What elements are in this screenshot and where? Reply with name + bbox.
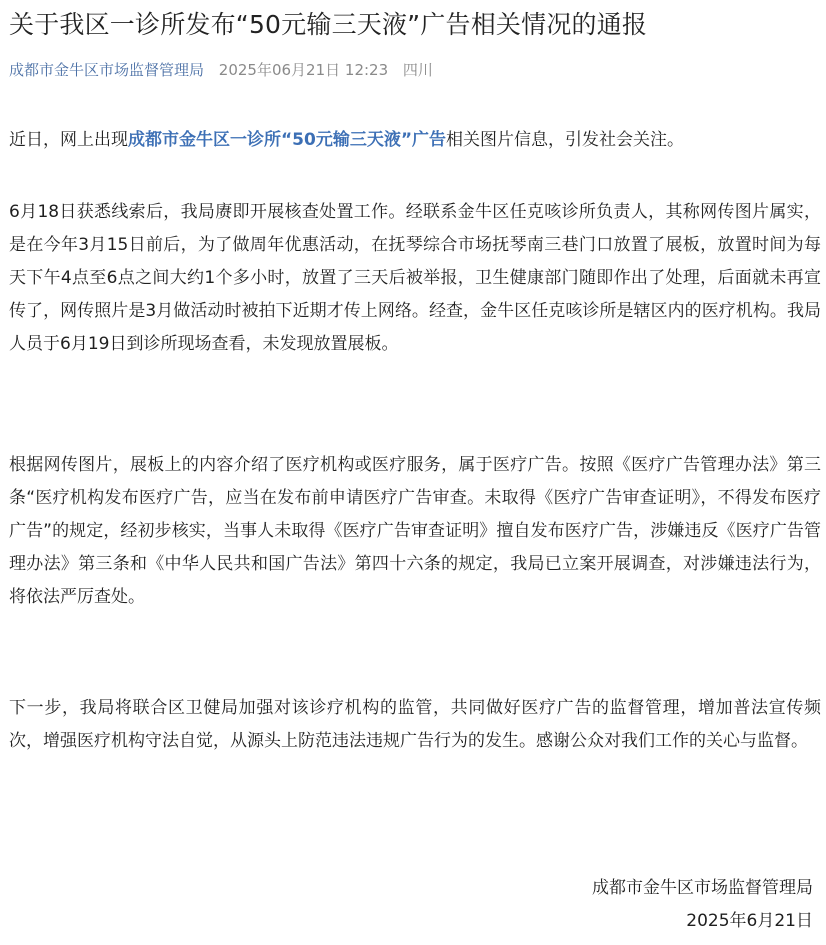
location-label: 四川: [402, 61, 433, 79]
article-meta: [9, 58, 821, 82]
article-title: 关于我区一诊所发布“50元输三天液”广告相关情况的通报: [9, 10, 648, 39]
paragraph-1: [9, 124, 821, 157]
article: [9, 0, 821, 931]
paragraph-2: 6月18日获悉线索后，我局赓即开展核查处置工作。经联系金牛区任克咳诊所负责人，其称网传图片属实，是在今年3月15日前后，为了做周年优惠活动，在抚琴综合市场抚琴南三巷门口放置了展板，放置时间为每天下午4点至6点之间大约1个多小时，放置了三天后被举报，卫生健康部门随即作出了处理，后面就未再宣传了，网传照片是3月做活动时被拍下近期才传上网络。经查，金牛区任克咳诊所是辖区内的医疗机构。我局人员于6月19日到诊所现场查看，未发现放置展板。: [9, 202, 821, 354]
signature-date: 2025年6月21日: [686, 911, 813, 931]
signature-organization: 成都市金牛区市场监督管理局: [592, 878, 813, 898]
publish-time: 2025年06月21日 12:23: [218, 61, 389, 79]
paragraph-1-lead: 近日，网上出现: [9, 130, 128, 150]
source-link[interactable]: 成都市金牛区市场监督管理局: [9, 61, 205, 79]
paragraph-4: 下一步，我局将联合区卫健局加强对该诊疗机构的监管，共同做好医疗广告的监督管理，增加普法宣传频次，增强医疗机构守法自觉，从源头上防范违法违规广告行为的发生。感谢公众对我们工作的关心与监督。: [9, 698, 821, 751]
highlight-link[interactable]: 成都市金牛区一诊所“50元输三天液”广告: [128, 130, 447, 150]
paragraph-1-tail: 相关图片信息，引发社会关注。: [446, 130, 685, 150]
paragraph-3: 根据网传图片，展板上的内容介绍了医疗机构或医疗服务，属于医疗广告。按照《医疗广告管理办法》第三条“医疗机构发布医疗广告，应当在发布前申请医疗广告审查。未取得《医疗广告审查证明》，不得发布医疗广告”的规定，经初步核实，当事人未取得《医疗广告审查证明》擅自发布医疗广告，涉嫌违反《医疗广告管理办法》第三条和《中华人民共和国广告法》第四十六条的规定，我局已立案开展调查，对涉嫌违法行为，将依法严厉查处。: [9, 455, 821, 607]
